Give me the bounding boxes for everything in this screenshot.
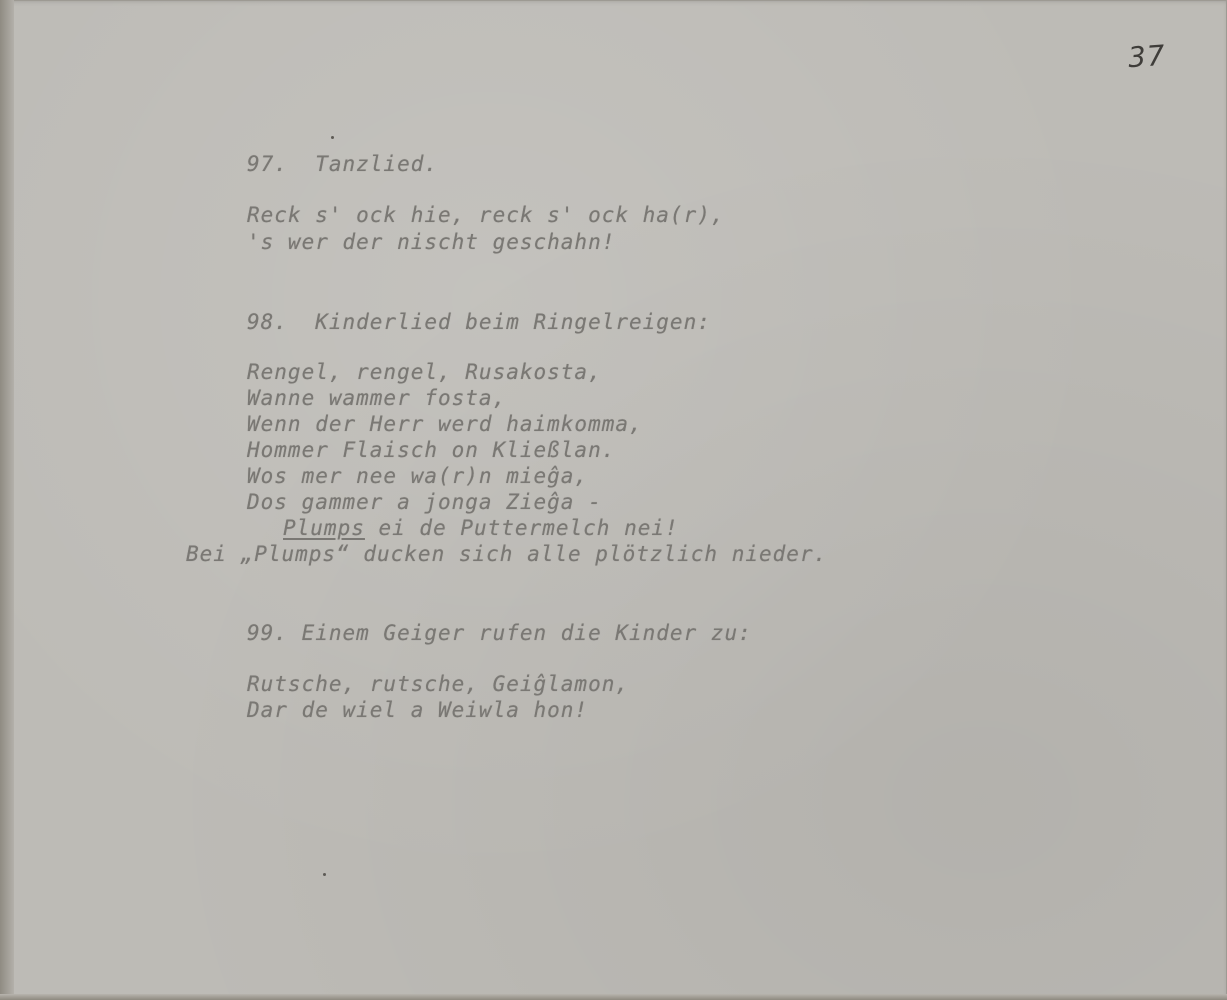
section-98-line-4: Hommer Flaisch on Kließlan. xyxy=(247,438,616,462)
section-97-line-2: 's wer der nischt geschahn! xyxy=(247,230,616,254)
section-98-line-7-rest: ei de Puttermelch nei! xyxy=(364,516,679,540)
section-98-line-1: Rengel, rengel, Rusakosta, xyxy=(247,360,602,384)
paper-speck xyxy=(331,136,334,139)
page-number: 37 xyxy=(1126,38,1167,75)
section-98-heading: 98. Kinderlied beim Ringelreigen: xyxy=(247,310,711,334)
section-98-line-6: Dos gammer a jonga Zieĝa - xyxy=(247,490,602,514)
plumps-underlined: Plumps xyxy=(283,516,365,540)
section-99-heading: 99. Einem Geiger rufen die Kinder zu: xyxy=(247,621,752,645)
section-98-line-7 xyxy=(283,515,679,541)
section-97-line-1: Reck s' ock hie, reck s' ock ha(r), xyxy=(247,203,725,227)
section-98-line-2: Wanne wammer fosta, xyxy=(247,386,507,410)
page-bottom-edge xyxy=(0,994,1227,1000)
section-99-line-1: Rutsche, rutsche, Geiĝlamon, xyxy=(247,672,630,696)
section-97-heading: 97. Tanzlied. xyxy=(247,152,439,176)
section-98-line-5: Wos mer nee wa(r)n mieĝa, xyxy=(247,464,589,488)
section-98-note: Bei „Plumps“ ducken sich alle plötzlich nieder. xyxy=(186,542,828,566)
paper-speck xyxy=(323,873,326,876)
section-99-line-2: Dar de wiel a Weiwla hon! xyxy=(247,698,589,722)
section-98-line-3: Wenn der Herr werd haimkomma, xyxy=(247,412,643,436)
page-left-edge xyxy=(0,0,14,1000)
